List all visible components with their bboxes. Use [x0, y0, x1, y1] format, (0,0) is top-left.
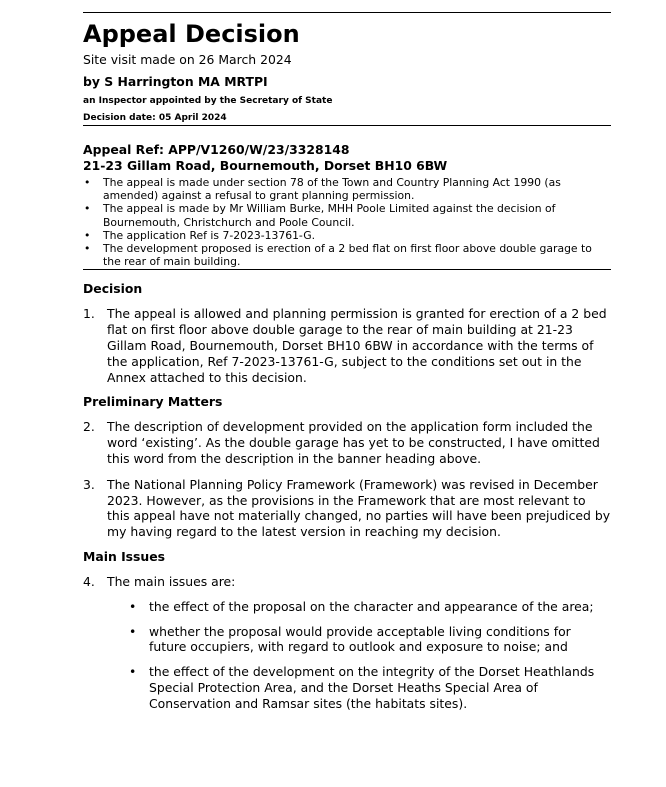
list-item: • The development proposed is erection of a 2 bed flat on first floor above double garage to the rear of main building.	[84, 242, 592, 269]
inspector-name: by S Harrington MA MRTPI	[83, 74, 268, 89]
appeal-address: 21-23 Gillam Road, Bournemouth, Dorset BH10 6BW	[83, 158, 448, 173]
page-title: Appeal Decision	[83, 20, 300, 48]
list-item: • The application Ref is 7-2023-13761-G.	[84, 228, 316, 242]
bullet-icon: •	[129, 664, 137, 680]
appointed-by: an Inspector appointed by the Secretary of State	[83, 96, 333, 106]
site-visit-date: Site visit made on 26 March 2024	[83, 52, 292, 67]
paragraph-number: 2.	[83, 419, 95, 435]
main-issues-heading: Main Issues	[83, 548, 166, 564]
list-item: • the effect of the development on the integrity of the Dorset Heathlands Special Protection Area, and the Dorset Heaths Special Area of Conservation and Ramsar sites (the habitats sites).	[129, 664, 595, 711]
list-item: • The appeal is made by Mr William Burke, MHH Poole Limited against the decision of Bournemouth, Christchurch and Poole Council.	[84, 202, 556, 229]
paragraph-number: 3.	[83, 476, 95, 492]
bullet-icon: •	[84, 202, 91, 216]
bullet-icon: •	[84, 228, 91, 242]
main-issues-list	[83, 599, 611, 712]
appeal-decision-page	[83, 0, 611, 712]
paragraph-number: 4.	[83, 573, 95, 589]
numbered-paragraph	[83, 306, 611, 385]
list-item: • the effect of the proposal on the character and appearance of the area;	[129, 598, 594, 614]
numbered-paragraph	[83, 574, 611, 590]
decision-heading: Decision	[83, 281, 143, 297]
paragraph-text: The main issues are:	[107, 573, 236, 589]
paragraph-text: The National Planning Policy Framework (Framework) was revised in December 2023. However, as the provisions in the Framework that are most relevant to this appeal have not materially changed, no parties will have been prejudiced by my having regard to the latest version in reaching my decision.	[107, 476, 611, 540]
header-rule	[83, 125, 611, 126]
appeal-summary-list	[83, 176, 611, 268]
top-rule	[83, 12, 611, 13]
appeal-ref: Appeal Ref: APP/V1260/W/23/3328148	[83, 142, 350, 157]
paragraph-text: The appeal is allowed and planning permission is granted for erection of a 2 bed flat on first floor above double garage to the rear of main building at 21-23 Gillam Road, Bournemouth, Dorset BH10 6BW in accordance with the terms of the application, Ref 7-2023-13761-G, subject to the conditions set out in the Annex attached to this decision.	[107, 306, 607, 385]
paragraph-number: 1.	[83, 306, 95, 322]
preliminary-heading: Preliminary Matters	[83, 394, 223, 410]
list-item: • The appeal is made under section 78 of the Town and Country Planning Act 1990 (as amended) against a refusal to grant planning permission.	[84, 176, 561, 203]
numbered-paragraph	[83, 419, 611, 466]
bullet-icon: •	[129, 598, 137, 614]
list-item: • whether the proposal would provide acceptable living conditions for future occupiers, with regard to outlook and exposure to noise; and	[129, 623, 571, 655]
decision-date: Decision date: 05 April 2024	[83, 113, 227, 123]
bullet-icon: •	[84, 176, 91, 189]
paragraph-text: The description of development provided on the application form included the word ‘existing’. As the double garage has yet to be constructed, I have omitted this word from the description in the banner heading above.	[107, 419, 600, 466]
numbered-paragraph	[83, 477, 611, 540]
bullet-icon: •	[129, 623, 137, 639]
bullet-icon: •	[84, 242, 91, 256]
summary-rule	[83, 269, 611, 270]
